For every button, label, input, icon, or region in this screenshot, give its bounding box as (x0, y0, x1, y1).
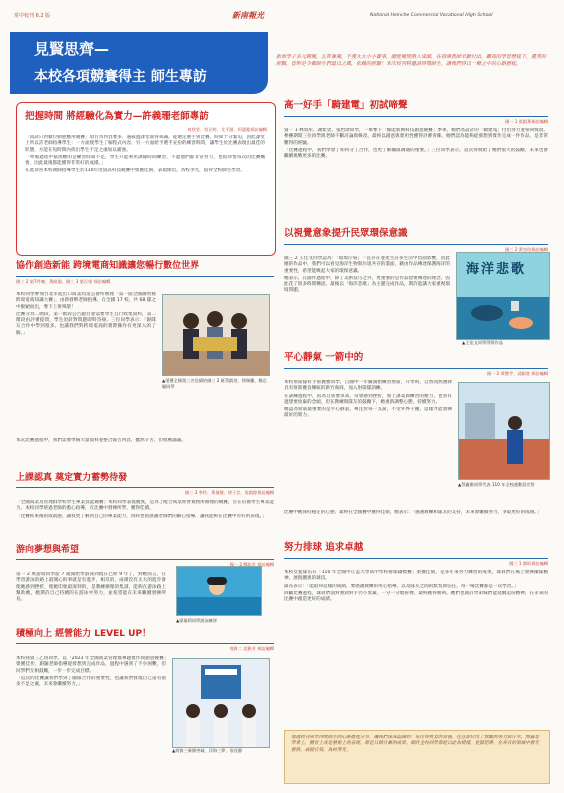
article-title: 協作創造新能 跨境電商知識讓您暢行數位世界 (16, 261, 200, 271)
paragraph: 「這次的比賽讓我們學到了團隊合作的重要性，也讓我們發現自己還有很多不足之處，未來會繼續努力。」 (16, 675, 166, 688)
photo-caption: ▲商資三乘勝突破、洋海三夢、詹佳静 (172, 748, 243, 753)
article-title: 高一好手「騎建電」初試啼聲 (284, 100, 408, 111)
paragraph: 她表示，在創作過程中，除了美術技巧之外，更重要的是作品想要傳達的理念，因此花了很多時間構思，最後以「海洋悲歌」為主題完成作品，期許能讓大家重視環境問題。 (284, 275, 450, 294)
article-byline: 商資二 范雅芳 採訪編輯 (229, 646, 274, 651)
article-title: 游向夢想與希望 (16, 545, 80, 555)
paragraph: 她認為射箭最重要的是平心靜氣，專注於每一支箭，不受外界干擾，這樣才能發揮最好的實力。 (284, 407, 452, 419)
article-body (284, 128, 548, 224)
article-body (284, 570, 548, 642)
photo-caption: ▲蔡麗雅同學代表 110 年全校運動員宣誓 (458, 482, 535, 487)
paragraph: 本校商資三乙班同學，以「2023 年全國商業管理群專題實作與創意競賽」榮獲佳作，跟隨老師指導從發想到完成作品，過程中遇到了不少困難，但同學們互相鼓勵，一步一步完成目標。 (16, 656, 166, 674)
paragraph: 本校女籃隊伍在「110 年全國中正盃大學高中學校排球錦標賽」榮獲佳績，是多年來努力練習的成果，球員們在場上發揮團隊精神，展現優異的球技。 (284, 570, 548, 582)
paragraph: 第一 2 班游瑞同學從 7 歲開始學游泳到現在已經 9 年了，對她而言，在學習游泳的路上最開心的事就是有進步，相反的，成績沒有太大的進步會使她感到挫折，使她印象最深刻的，是教練辦理的集訓，能夠在游泳路上幫助她，她期許自己持續的在游泳中努力，並希望能在未來繼續發揮所長。 (16, 572, 166, 603)
article-byline: 國一 2 鄭佑宣 採訪編輯 (229, 562, 274, 567)
poster-title: 海洋悲歌 (466, 262, 527, 277)
article-byline: 國一 2 黃懷芋、邱穎萱 採訪編輯 (486, 371, 548, 376)
paragraph: 「資訊只對數位動態應用競賽」項目為內容要多，遇殺過課堂面得知識。從選定選手到比賽，時間十分緊迫，因此課堂上所以許老師指導學生：一方面使學生了解程式內容，另一方面給予選手充份的練習時間，讓學生於比賽表現出最佳的狀態，方能在短時間內找出學生不足之處加以補強。 (25, 135, 265, 153)
article-byline: 國一 1 張凱華採訪編輯 (504, 119, 548, 124)
divider (284, 558, 548, 559)
banner-intro: 新南學子多元競展，五育兼備，不僅大大小小賽事，總能展現傲人成績，在指導教師辛勤付出，嚴竣的學習歷程下，優秀的經驗，皆對是令鄰師生們最以之風，依賴的經驗！本次校刊特邀請得獎師生，讓我們得以一窺之中的心路歷程。 (276, 54, 547, 67)
photo-caption: ▲榮獲全國第三名佳績的國三 2 班蔡凱瑩、徐瑞騰、楊芯穎同學 (162, 378, 267, 389)
article-body (16, 656, 166, 756)
paragraph: 國三 2 王佳文同學認為：「環境汙染」一直存在並產生許多生活中負面影響，因此她的作品中，我們可以看見海洋生物與垃圾共存的畫面，藉由作品傳達保護海洋的重要性，希望能喚起大家的環保意識。 (284, 256, 450, 274)
divider (284, 368, 548, 369)
banner-title-2: 本校各項競賽得主 師生專訪 (34, 69, 207, 85)
divider (284, 116, 548, 117)
section-header (284, 542, 548, 567)
section-header (16, 544, 274, 568)
paragraph: 隊長表示：「能取得這樣的成績，要感謝教練的用心指導，以及隊友之間的默契與信任，每一場比賽都是一次學習。」 (284, 583, 519, 589)
article-body (16, 500, 274, 540)
archery-photo (458, 382, 550, 480)
section-header (284, 228, 548, 253)
paragraph: 回顧比賽過程，球員們面對強勁對手仍不放棄，一分一分地拚搏，最終獲得勝利。她們也期許學弟妹們能延續這份精神，在未來的比賽中創造更好的成績。 (284, 590, 548, 603)
paragraph: 比賽中她保持穩定的心態，最終在全國賽中獲得佳績，她表示：「感謝教練和隊友的支持，未來會繼續努力，爭取更好的成績。」 (284, 510, 542, 515)
section-header (284, 100, 548, 125)
paragraph: 資一 1 林羽彤、謝紫萱、張怡歆同學，一舉奪下「綠能新興科技創意競賽」季軍，她們為設計的「騎建電」付出努力並帶回獎項。參賽期間三位同學與老師不斷討論與修改，最終以創意與實用性獲得評審青睞，她們認為能夠從發想到實作完成一件作品，是非常難得的經驗。 (284, 128, 548, 146)
header-left: 常中校刊 6.2 版 (14, 13, 51, 19)
section-header (284, 352, 548, 377)
article-body (284, 256, 450, 348)
header-right: National Heinche Commercial Vocational High School (370, 13, 493, 18)
swimming-photo (176, 566, 262, 616)
article-body (16, 438, 274, 468)
paragraph: 比賽分為二階段，第一階段公告題目並需要學生自行收集資料，第二階段由評審提問，學生須針對問題即時答辯。三位同學表示：「跟隊友合作中學到很多，也讓我們對跨境電商的實際操作有更深入的了解。」 (16, 311, 156, 336)
paragraph: 「比賽結束後的成就感，讓我更了解到自己的專業能力，同時也很感謝老師們的細心指導，讓我能夠在比賽中有好的表現。」 (16, 513, 267, 519)
section-header (16, 472, 274, 496)
paragraph: 「比賽過程中，我們學會了如何分工合作，也更了解團隊溝通的重要。」三位同學表示，這次得獎給了她們很大的鼓勵，未來也會繼續挑戰更多的比賽。 (284, 147, 548, 160)
photo-caption: ▲廖瑜莉同學游泳練習 (176, 618, 217, 623)
section-header (16, 260, 274, 285)
article-body (25, 135, 265, 251)
article-byline: 國三 3 李伶、黃倩樣、徐子芸、詹凱婷採訪編輯 (184, 490, 274, 495)
footer-banner (284, 730, 550, 784)
article-title: 平心靜氣 一箭中的 (284, 352, 364, 363)
divider (16, 487, 274, 488)
divider (16, 643, 274, 644)
paragraph: 「準備過程中最困難的是練習時間不足，學生只能利用課餘時間練習，不過他們都非常努力，也很珍惜每次的比賽機會，因此最後都能獲得非常好的成績。」 (25, 154, 265, 167)
article-body (284, 510, 548, 538)
section-header (16, 628, 274, 652)
paragraph: 在訓練過程中，因為自我要求高，常會感到挫折，加上課業與練習的壓力，也曾有過想要放棄的念頭，但在教練與隊友的鼓勵下，她重新調整心態，持續努力。 (284, 393, 452, 405)
article-body (16, 292, 156, 436)
team-photo (172, 658, 270, 748)
article-byline: 國三 2 第7件廣、黃暄瑜、國三 3 第百榮 採訪編輯 (16, 279, 111, 284)
article-teacher-interview (16, 102, 276, 256)
article-byline: 何欣瑩、詹芷婷、尤平涵、柯惠慈採訪編輯 (187, 127, 267, 132)
article-title: 以視覺意象提升民眾環保意識 (284, 228, 408, 239)
footer-text: 透過校刊同學得獎師生的心路歷程分享，讓我們深深認識到：每位得獎者的背後，往往都付出了無數的努力與汗水，無論是學業上、體育上或是藝術上的表現，都是日積月累的成果。期許全校同學都能以此為榜樣，見賢思齊，在各自的領域中發光發熱，成就自我，為校爭光。 (291, 735, 540, 753)
paragraph: 「全國商業及管理群學校學生專業技能競賽」本校同學表現優異，是為了配合商業經營實務所辦理的競賽，旨在培養學生專業能力。本校同學經過老師的悉心指導，在比賽中發揮所學，獲得佳績。 (16, 500, 274, 512)
article-title: 積極向上 經營能力 LEVEL UP！ (16, 629, 152, 639)
article-title: 把握時間 將經驗化為實力—許義珊老師專訪 (25, 111, 209, 122)
article-title: 努力排球 追求卓越 (284, 542, 364, 553)
divider (16, 276, 274, 277)
article-body (284, 380, 452, 510)
paragraph: 本校同學參加台北市進出口商業同業公會所辦理「第一屆全國國貿暨跨境電商知識大賽」，由新發夥老師指導，在全國 17 校、共 68 隊之中脫穎而出，奪下上班殊榮！ (16, 292, 156, 310)
banner-title-1: 見賢思齊— (34, 40, 110, 58)
divider (16, 559, 274, 560)
award-photo (162, 294, 270, 376)
header-center: 新南報光 (232, 11, 264, 20)
paragraph: 在此恭喜本校教師指導學生於110年度資訊科技競賽中榮獲佳績，表現傑出，為校爭光，值得全校師生學習。 (25, 168, 246, 174)
divider (284, 244, 548, 245)
article-byline: 國三 2 黃皇瑄採訪編輯 (504, 247, 548, 252)
paragraph: 本次比賽過程中，我們需要準備大量資料並整合報告內容，雖然辛苦，但收穫滿滿。 (16, 438, 186, 443)
title-banner (10, 32, 268, 94)
article-byline: 國三 1 鄧昕採訪編輯 (509, 561, 548, 566)
article-body (16, 572, 166, 622)
article-title: 上課認真 奠定實力蓄勢待發 (16, 473, 128, 483)
paragraph: 本校射箭隊好手蔡麗雅同學，自國中一年級開始練習射箭，升學時，自然而然選擇具有射箭優良傳統的新竹商商，加入射箭隊訓練。 (284, 380, 452, 392)
photo-caption: ▲王佳文同學得獎作品 (462, 340, 503, 345)
